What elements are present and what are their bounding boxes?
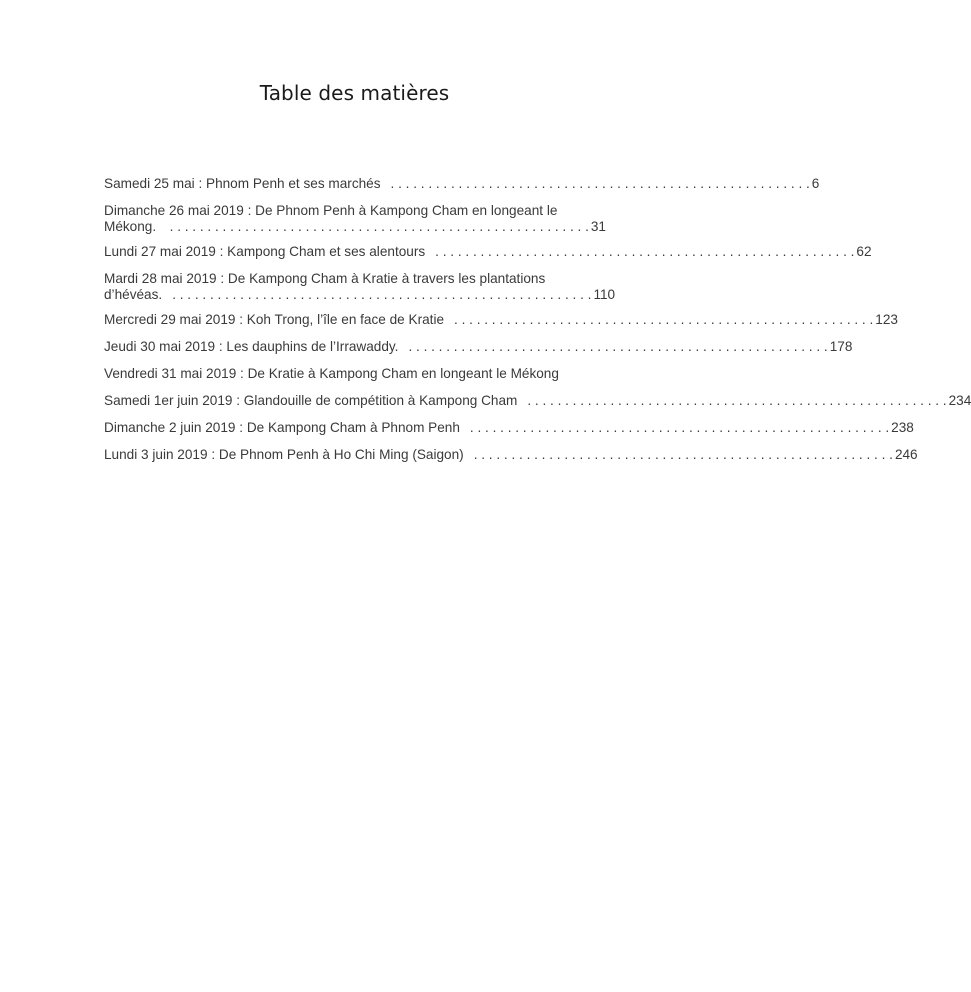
toc-entry-text: Dimanche 26 mai 2019 : De Phnom Penh à Kampong Cham en longeant le	[104, 203, 558, 218]
dot-leader: . . . . . . . . . . . . . . . . . . . . . . . . . . . . . . . . . . . . . . . . . . . . . . . . . . . . . . . .	[527, 393, 947, 408]
toc-entry-text-continued: Mékong.	[104, 219, 157, 234]
toc-page-number: 6	[811, 176, 820, 191]
toc-page-number: 234	[948, 393, 971, 408]
toc-entry[interactable]	[104, 447, 918, 463]
toc-page-number: 110	[593, 287, 616, 302]
dot-leader: . . . . . . . . . . . . . . . . . . . . . . . . . . . . . . . . . . . . . . . . . . . . . . . . . . . . . . . .	[408, 339, 828, 354]
toc-entry-text: Lundi 3 juin 2019 : De Phnom Penh à Ho Chi Ming (Saigon)	[104, 447, 464, 462]
dot-leader: . . . . . . . . . . . . . . . . . . . . . . . . . . . . . . . . . . . . . . . . . . . . . . . . . . . . . . . .	[473, 447, 893, 462]
toc-entry[interactable]	[104, 176, 820, 192]
toc-entry[interactable]	[104, 271, 616, 303]
toc-entry-text: Jeudi 30 mai 2019 : Les dauphins de l’Irrawaddy.	[104, 339, 399, 354]
toc-entry[interactable]	[104, 312, 898, 328]
toc-page-number: 123	[875, 312, 898, 327]
dot-leader: . . . . . . . . . . . . . . . . . . . . . . . . . . . . . . . . . . . . . . . . . . . . . . . . . . . . . . . .	[435, 244, 855, 259]
dot-leader: . . . . . . . . . . . . . . . . . . . . . . . . . . . . . . . . . . . . . . . . . . . . . . . . . . . . . . . .	[469, 420, 890, 435]
toc-page-number: 246	[894, 447, 918, 462]
toc-page-number: 31	[590, 219, 606, 234]
dot-leader: . . . . . . . . . . . . . . . . . . . . . . . . . . . . . . . . . . . . . . . . . . . . . . . . . . . . . . . .	[172, 287, 592, 302]
toc-entry[interactable]	[104, 366, 606, 382]
dot-leader: . . . . . . . . . . . . . . . . . . . . . . . . . . . . . . . . . . . . . . . . . . . . . . . . . . . . . . . .	[454, 312, 874, 327]
toc-entry-text-continued: d’hévéas.	[104, 287, 163, 302]
toc-title: Table des matières	[259, 81, 450, 105]
toc-entry-text: Mardi 28 mai 2019 : De Kampong Cham à Kratie à travers les plantations	[104, 271, 546, 286]
toc-page-number: 238	[891, 420, 914, 435]
toc-page-number: 62	[856, 244, 872, 259]
toc-page-number: 178	[829, 339, 853, 354]
dot-leader: . . . . . . . . . . . . . . . . . . . . . . . . . . . . . . . . . . . . . . . . . . . . . . . . . . . . . . . .	[390, 176, 810, 191]
toc-entry[interactable]	[104, 244, 872, 260]
toc-entry-text: Mercredi 29 mai 2019 : Koh Trong, l’île en face de Kratie	[104, 312, 445, 327]
toc-entry-text: Samedi 1er juin 2019 : Glandouille de compétition à Kampong Cham	[104, 393, 518, 408]
toc-entry-text: Vendredi 31 mai 2019 : De Kratie à Kampong Cham en longeant le Mékong	[104, 366, 559, 381]
toc-entry[interactable]	[104, 393, 971, 409]
toc-entry-text: Dimanche 2 juin 2019 : De Kampong Cham à Phnom Penh	[104, 420, 460, 435]
toc-entry[interactable]	[104, 203, 606, 235]
table-of-contents	[104, 176, 971, 474]
toc-entry[interactable]	[104, 339, 853, 355]
toc-entry-text: Samedi 25 mai : Phnom Penh et ses marchés	[104, 176, 381, 191]
dot-leader: . . . . . . . . . . . . . . . . . . . . . . . . . . . . . . . . . . . . . . . . . . . . . . . . . . . . . . . .	[169, 219, 589, 234]
toc-entry[interactable]	[104, 420, 914, 436]
toc-entry-text: Lundi 27 mai 2019 : Kampong Cham et ses alentours	[104, 244, 426, 259]
